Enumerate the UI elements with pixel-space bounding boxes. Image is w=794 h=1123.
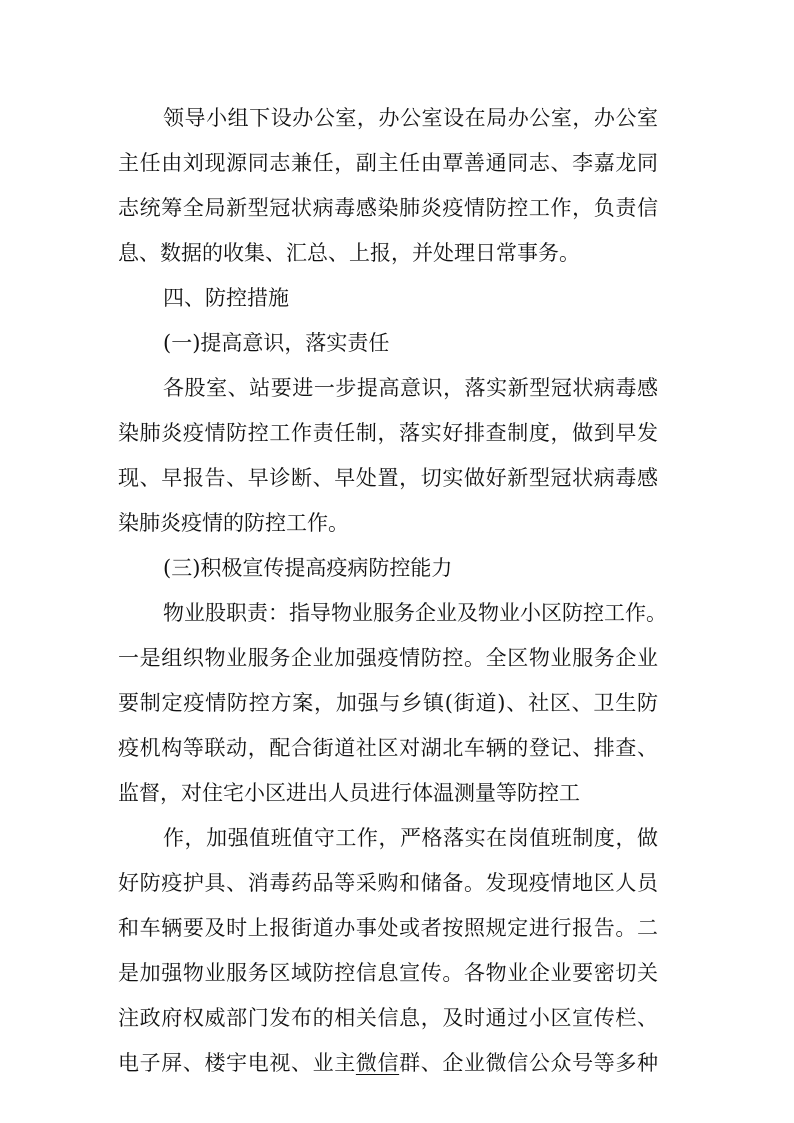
paragraph-line: 好防疫护具、消毒药品等采购和储备。发现疫情地区人员 [118,871,658,895]
paragraph-line: 染肺炎疫情的防控工作。 [118,511,349,535]
underlined-term: 微信 [355,1051,400,1075]
subsection-heading: (三)积极宣传提高疫病防控能力 [163,556,453,580]
subsection-heading: (一)提高意识，落实责任 [163,331,390,355]
paragraph-line: 作，加强值班值守工作，严格落实在岗值班制度，做 [163,826,658,850]
text-segment: 电子屏、楼宇电视、业主 [118,1051,356,1075]
paragraph-line: 主任由刘现源同志兼任，副主任由覃善通同志、李嘉龙同 [118,151,658,175]
paragraph-line: 志统筹全局新型冠状病毒感染肺炎疫情防控工作，负责信 [118,196,658,220]
text-segment: 群、企业微信公众号等多种 [399,1051,658,1075]
paragraph-line [118,1048,658,1078]
paragraph-line: 各股室、站要进一步提高意识，落实新型冠状病毒感 [163,376,658,400]
paragraph-line: 监督，对住宅小区进出人员进行体温测量等防控工 [118,781,580,805]
paragraph-line: 息、数据的收集、汇总、上报，并处理日常事务。 [118,241,580,265]
paragraph-line: 物业股职责：指导物业服务企业及物业小区防控工作。 [163,601,667,625]
paragraph-line: 疫机构等联动，配合街道社区对湖北车辆的登记、排查、 [118,736,658,760]
paragraph-line: 领导小组下设办公室，办公室设在局办公室，办公室 [163,106,658,130]
paragraph-line: 是加强物业服务区域防控信息宣传。各物业企业要密切关 [118,961,658,985]
paragraph-line: 和车辆要及时上报街道办事处或者按照规定进行报告。二 [118,916,658,940]
paragraph-line: 注政府权威部门发布的相关信息，及时通过小区宣传栏、 [118,1006,658,1030]
paragraph-line: 染肺炎疫情防控工作责任制，落实好排查制度，做到早发 [118,421,658,445]
section-heading: 四、防控措施 [163,286,289,310]
paragraph-line: 现、早报告、早诊断、早处置，切实做好新型冠状病毒感 [118,466,658,490]
paragraph-line: 一是组织物业服务企业加强疫情防控。全区物业服务企业 [118,646,658,670]
paragraph-line: 要制定疫情防控方案，加强与乡镇(街道)、社区、卫生防 [118,691,658,715]
